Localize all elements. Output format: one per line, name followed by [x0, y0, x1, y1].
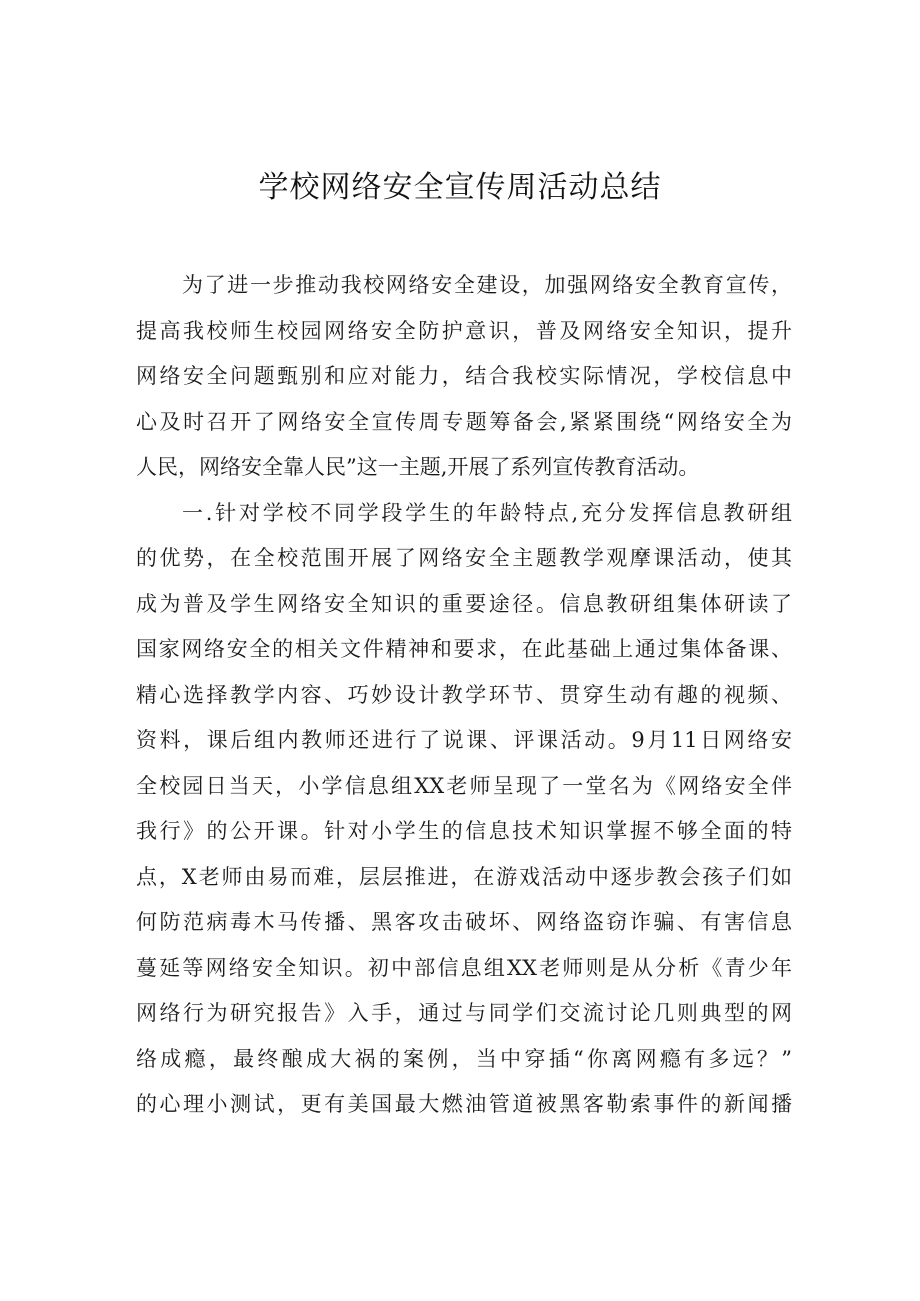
paragraph-2-line: 国家网络安全的相关文件精神和要求，在此基础上通过集体备课、 [136, 637, 792, 661]
paragraph-2-line: 的心理小测试，更有美国最大燃油管道被黑客勒索事件的新闻播 [136, 1092, 792, 1116]
paragraph-2-line: 的优势，在全校范围开展了网络安全主题教学观摩课活动，使其 [136, 546, 792, 570]
paragraph-2-line: 全校园日当天，小学信息组XX老师呈现了一堂名为《网络安全伴 [136, 773, 792, 798]
paragraph-1-line: 心及时召开了网络安全宣传周专题筹备会,紧紧围绕“网络安全为 [136, 409, 792, 434]
paragraph-2-line: 我行》的公开课。针对小学生的信息技术知识掌握不够全面的特 [136, 819, 792, 843]
paragraph-2-line: 一.针对学校不同学段学生的年龄特点,充分发挥信息教研组 [182, 500, 792, 525]
paragraph-2-line: 何防范病毒木马传播、黑客攻击破坏、网络盗窃诈骗、有害信息 [136, 910, 792, 934]
paragraph-2-line: 网络行为研究报告》入手，通过与同学们交流讨论几则典型的网 [136, 1001, 792, 1025]
paragraph-2-line: 资料，课后组内教师还进行了说课、评课活动。9月11日网络安 [136, 728, 792, 752]
paragraph-2-line: 精心选择教学内容、巧妙设计教学环节、贯穿生动有趣的视频、 [136, 682, 792, 707]
paragraph-2-line: 成为普及学生网络安全知识的重要途径。信息教研组集体研读了 [136, 591, 792, 616]
document-body [136, 263, 792, 1128]
paragraph-1-line: 人民，网络安全靠人民”这一主题,开展了系列宣传教育活动。 [136, 455, 700, 479]
paragraph-1-line: 提高我校师生校园网络安全防护意识，普及网络安全知识，提升 [136, 318, 792, 343]
paragraph-2-line: 点，X老师由易而难，层层推进，在游戏活动中逐步教会孩子们如 [136, 864, 792, 889]
paragraph-1-line: 为了进一步推动我校网络安全建设，加强网络安全教育宣传， [182, 273, 792, 297]
paragraph-2-line: 蔓延等网络安全知识。初中部信息组XX老师则是从分析《青少年 [136, 955, 792, 980]
paragraph-2-line: 络成瘾，最终酿成大祸的案例，当中穿插“你离网瘾有多远？” [136, 1046, 792, 1071]
document-title: 学校网络安全宣传周活动总结 [258, 170, 662, 205]
paragraph-1-line: 网络安全问题甄别和应对能力，结合我校实际情况，学校信息中 [136, 364, 792, 388]
